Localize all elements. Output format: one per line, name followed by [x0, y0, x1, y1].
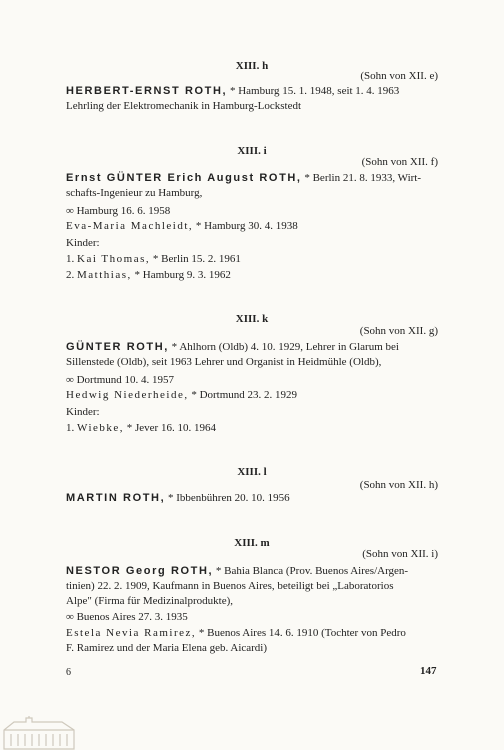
child-number: 1. [66, 253, 75, 265]
spouse-name: Hedwig Niederheide, [66, 389, 189, 401]
birth-info: * Hamburg 15. 1. 1948, seit 1. 4. 1963 [227, 85, 400, 97]
person-name: NESTOR Georg ROTH, [66, 565, 214, 577]
marriage-line: ∞ Hamburg 16. 6. 1958 [66, 205, 171, 217]
child-name: Matthias, [77, 269, 132, 281]
spouse-name: Eva-Maria Machleidt, [66, 220, 194, 232]
person-name: MARTIN ROTH, [66, 492, 166, 504]
spouse-entry [66, 219, 438, 234]
person-entry [66, 340, 438, 355]
person-name: HERBERT-ERNST ROTH, [66, 85, 228, 97]
kinder-label: Kinder: [66, 237, 100, 249]
parent-reference: (Sohn von XII. f) [361, 156, 438, 168]
occupation-line: schafts-Ingenieur zu Hamburg, [66, 187, 203, 199]
section-heading: XIII. i [237, 145, 267, 157]
occupation-line: Sillenstede (Oldb), seit 1963 Lehrer und Organist in Heidmühle (Oldb), [66, 356, 382, 368]
child-birth: * Hamburg 9. 3. 1962 [131, 269, 231, 281]
marriage-line: ∞ Dortmund 10. 4. 1957 [66, 374, 175, 386]
child-entry [66, 268, 438, 283]
section-heading: XIII. l [237, 466, 267, 478]
parent-reference: (Sohn von XII. g) [359, 325, 438, 337]
page-number: 147 [420, 665, 437, 677]
person-name: Ernst GÜNTER Erich August ROTH, [66, 172, 302, 184]
child-number: 1. [66, 422, 75, 434]
person-entry [66, 564, 438, 579]
child-entry [66, 421, 438, 436]
spouse-entry [66, 626, 438, 641]
child-name: Wiebke, [77, 422, 125, 434]
birth-info: * Berlin 21. 8. 1933, Wirt- [301, 172, 422, 184]
occupation-line: tinien) 22. 2. 1909, Kaufmann in Buenos Aires, beteiligt bei „Laboratorios [66, 580, 394, 592]
child-birth: * Jever 16. 10. 1964 [124, 422, 216, 434]
spouse-parents-line: F. Ramirez und der Maria Elena geb. Aicardi) [66, 642, 268, 654]
person-entry [66, 171, 438, 186]
marriage-line: ∞ Buenos Aires 27. 3. 1935 [66, 611, 188, 623]
spouse-birth: * Dortmund 23. 2. 1929 [188, 389, 298, 401]
spouse-birth: * Buenos Aires 14. 6. 1910 (Tochter von Pedro [196, 627, 406, 639]
birth-info: * Ahlhorn (Oldb) 4. 10. 1929, Lehrer in Glarum bei [168, 341, 399, 353]
spouse-name: Estela Nevia Ramirez, [66, 627, 197, 639]
child-entry [66, 252, 438, 267]
section-heading: XIII. m [234, 537, 270, 549]
spouse-entry [66, 388, 438, 403]
kinder-label: Kinder: [66, 406, 100, 418]
spouse-birth: * Hamburg 30. 4. 1938 [193, 220, 298, 232]
child-name: Kai Thomas, [77, 253, 151, 265]
parent-reference: (Sohn von XII. h) [359, 479, 438, 491]
child-birth: * Berlin 15. 2. 1961 [150, 253, 241, 265]
birth-info: * Ibbenbühren 20. 10. 1956 [165, 492, 290, 504]
person-entry [66, 491, 438, 506]
person-name: GÜNTER ROTH, [66, 341, 169, 353]
section-heading: XIII. k [235, 313, 269, 325]
parent-reference: (Sohn von XII. i) [362, 548, 438, 560]
section-heading: XIII. h [235, 60, 269, 72]
parent-reference: (Sohn von XII. e) [360, 70, 438, 82]
building-watermark-icon [2, 716, 76, 750]
signature-mark: 6 [66, 667, 71, 678]
person-entry [66, 84, 438, 99]
occupation-line-2: Alpe" (Firma für Medizinalprodukte), [66, 595, 233, 607]
occupation-line: Lehrling der Elektromechanik in Hamburg-Lockstedt [66, 100, 302, 112]
birth-info: * Bahia Blanca (Prov. Buenos Aires/Argen- [213, 565, 409, 577]
child-number: 2. [66, 269, 75, 281]
